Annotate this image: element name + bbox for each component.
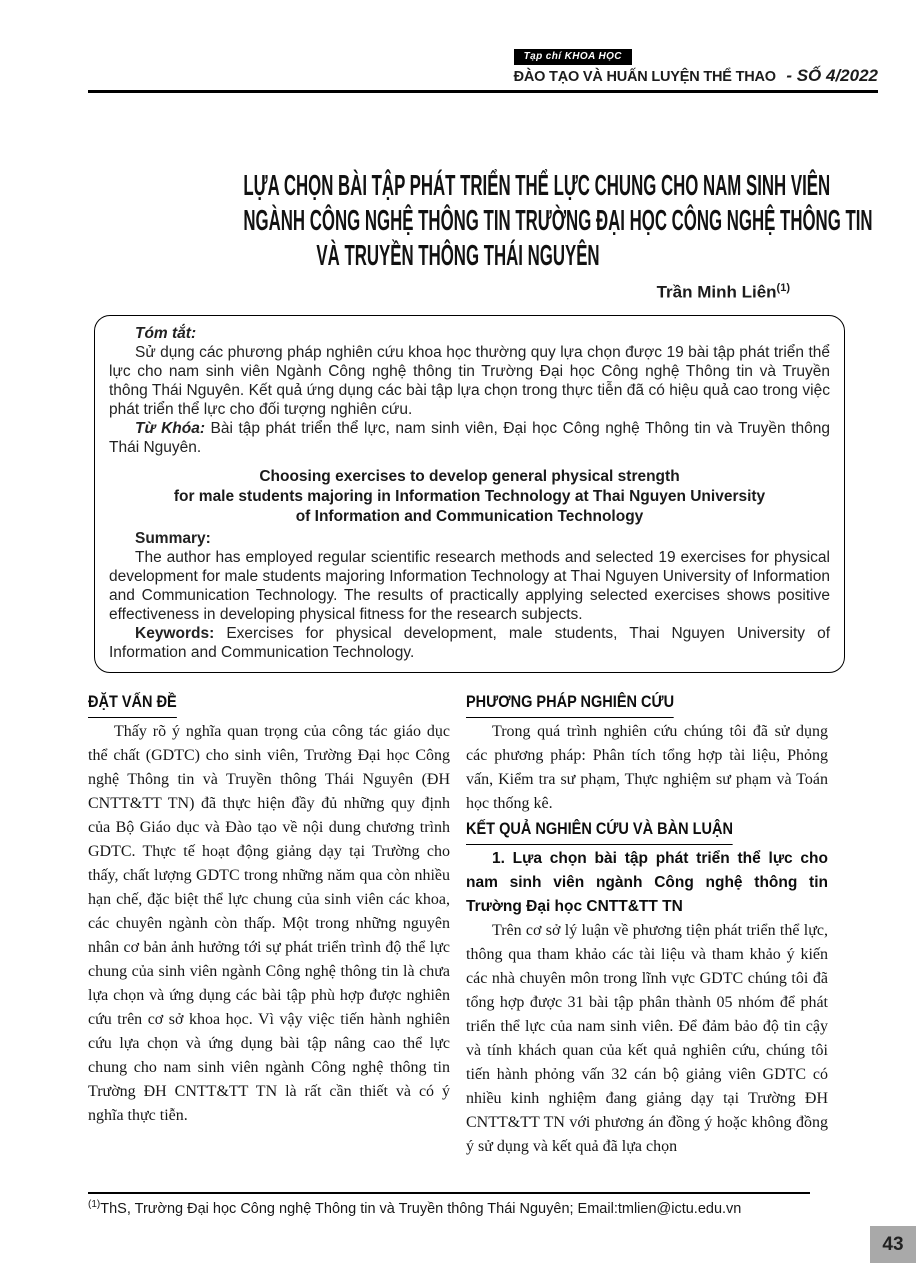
masthead-line bbox=[514, 66, 878, 86]
abstract-box bbox=[94, 315, 845, 673]
footnote bbox=[88, 1192, 810, 1217]
right-column bbox=[466, 689, 828, 1159]
summary-label: Summary: bbox=[135, 529, 211, 547]
masthead-rule bbox=[88, 90, 878, 93]
masthead bbox=[0, 0, 916, 93]
footnote-text: ThS, Trường Đại học Công nghệ Thông tin và Truyền thông Thái Nguyên; Email:tmlien@ictu.edu.vn bbox=[100, 1200, 742, 1217]
page-content bbox=[0, 169, 916, 1159]
article-title-line: VÀ TRUYỀN THÔNG THÁI NGUYÊN bbox=[316, 240, 600, 272]
section-heading-results: KẾT QUẢ NGHIÊN CỨU VÀ BÀN LUẬN bbox=[466, 816, 828, 845]
footnote-marker: (1) bbox=[88, 1199, 101, 1210]
results-paragraph: Trên cơ sở lý luận về phương tiện phát triển thể lực, thông qua tham khảo các tài liệu và tham khảo ý kiến các nhà chuyên môn trong lĩnh vực GDTC chúng tôi đã tổng hợp được 31 bài tập phân thành 05 nhóm để phát triển thể lực của nam sinh viên. Để đảm bảo độ tin cậy và tính khách quan của kết quả nghiên cứu, chúng tôi tiến hành phỏng vấn 32 cán bộ giảng viên GDTC có nhiều kinh nghiệm đang giảng dạy tại Trường ĐH CNTT&TT TN với phương án đồng ý hoặc không đồng ý sử dụng và kết quả đã lựa chọn bbox=[466, 921, 828, 1155]
journal-title: ĐÀO TẠO VÀ HUẤN LUYỆN THỂ THAO bbox=[513, 69, 776, 85]
masthead-block bbox=[514, 46, 878, 86]
abstract-keywords-vi bbox=[109, 419, 830, 457]
article-title-line: LỰA CHỌN BÀI TẬP PHÁT TRIỂN THỂ LỰC CHUNG CHO NAM SINH VIÊN bbox=[243, 170, 831, 202]
keywords-text-en: Exercises for physical development, male students, Thai Nguyen University of Information and Communication Technology. bbox=[109, 624, 830, 661]
abstract-title-en bbox=[109, 467, 830, 527]
author-name: Trần Minh Liên bbox=[656, 282, 777, 302]
article-title-line: NGÀNH CÔNG NGHỆ THÔNG TIN TRƯỜNG ĐẠI HỌC CÔNG NGHỆ THÔNG TIN bbox=[243, 205, 873, 237]
abstract-text-vi: Sử dụng các phương pháp nghiên cứu khoa học thường quy lựa chọn được 19 bài tập phát triển thể lực cho nam sinh viên Ngành Công nghệ thông tin Trường Đại học Công nghệ Thông tin và Truyền thông Thái Nguyên. Kết quả ứng dụng các bài tập lựa chọn trong thực tiễn đã có hiệu quả cao trong việc phát triển thể lực cho đối tượng nghiên cứu. bbox=[109, 343, 830, 418]
abstract-title-en-line: Choosing exercises to develop general physical strength bbox=[259, 467, 680, 485]
masthead-top bbox=[88, 46, 878, 86]
article-title bbox=[88, 169, 873, 274]
methods-paragraph: Trong quá trình nghiên cứu chúng tôi đã sử dụng các phương pháp: Phân tích tổng hợp tài liệu, Phỏng vấn, Kiểm tra sư phạm, Thực nghiệm sư phạm và Toán học thống kê. bbox=[466, 722, 828, 812]
keywords-text-vi: Bài tập phát triển thể lực, nam sinh viên, Đại học Công nghệ Thông tin và Truyền thông Thái Nguyên. bbox=[109, 419, 830, 456]
summary-text: The author has employed regular scientific research methods and selected 19 exercises for physical development for male students majoring Information Technology at Thai Nguyen University of Information and Communication Technology. The results of practically applying selected exercises shows positive effectiveness in developing physical fitness for the research subjects. bbox=[109, 548, 830, 623]
journal-name-small: Tạp chí KHOA HỌC bbox=[514, 49, 632, 65]
section-heading-intro: ĐẶT VẤN ĐỀ bbox=[88, 689, 450, 718]
abstract-title-en-line: of Information and Communication Technology bbox=[295, 507, 644, 525]
abstract-label-vi: Tóm tắt: bbox=[135, 324, 197, 342]
intro-paragraph: Thấy rõ ý nghĩa quan trọng của công tác giáo dục thể chất (GDTC) cho sinh viên, Trường Đại học Công nghệ Thông tin và Truyền thông Thái Nguyên (ĐH CNTT&TT TN) đã thực hiện đầy đủ những quy định của Bộ Giáo dục và Đào tạo về nội dung chương trình GDTC. Thực tế hoạt động giảng dạy tại Trường cho thấy, chất lượng GDTC trong những năm qua còn nhiều hạn chế, đặc biệt thể lực chung của sinh viên các khoa, các chuyên ngành còn thấp. Một trong những nguyên nhân cơ bản ảnh hưởng tới sự phát triển trình độ thể lực chung của sinh viên ngành Công nghệ thông tin là chưa lựa chọn và ứng dụng các bài tập phù hợp được nghiên cứu trên cơ sở khoa học. Vì vậy việc tiến hành nghiên cứu lựa chọn và ứng dụng bài tập nâng cao thể lực chung cho nam sinh viên ngành Công nghệ thông tin Trường ĐH CNTT&TT TN là rất cần thiết và có ý nghĩa thực tiễn. bbox=[88, 722, 450, 1124]
author-line bbox=[88, 282, 828, 303]
abstract-title-en-line: for male students majoring in Information Technology at Thai Nguyen University bbox=[173, 487, 766, 505]
keywords-label-vi: Từ Khóa: bbox=[135, 419, 205, 437]
abstract-keywords-en bbox=[109, 624, 830, 662]
article-body bbox=[88, 689, 828, 1159]
left-column bbox=[88, 689, 450, 1159]
results-subheading: 1. Lựa chọn bài tập phát triển thể lực cho nam sinh viên ngành Công nghệ thông tin Trường Đại học CNTT&TT TN bbox=[466, 849, 828, 915]
issue-number: - SỐ 4/2022 bbox=[786, 66, 878, 85]
page-number: 43 bbox=[870, 1226, 916, 1263]
keywords-label-en: Keywords: bbox=[135, 624, 215, 642]
section-heading-methods: PHƯƠNG PHÁP NGHIÊN CỨU bbox=[466, 689, 828, 718]
author-affiliation-marker: (1) bbox=[776, 282, 790, 294]
